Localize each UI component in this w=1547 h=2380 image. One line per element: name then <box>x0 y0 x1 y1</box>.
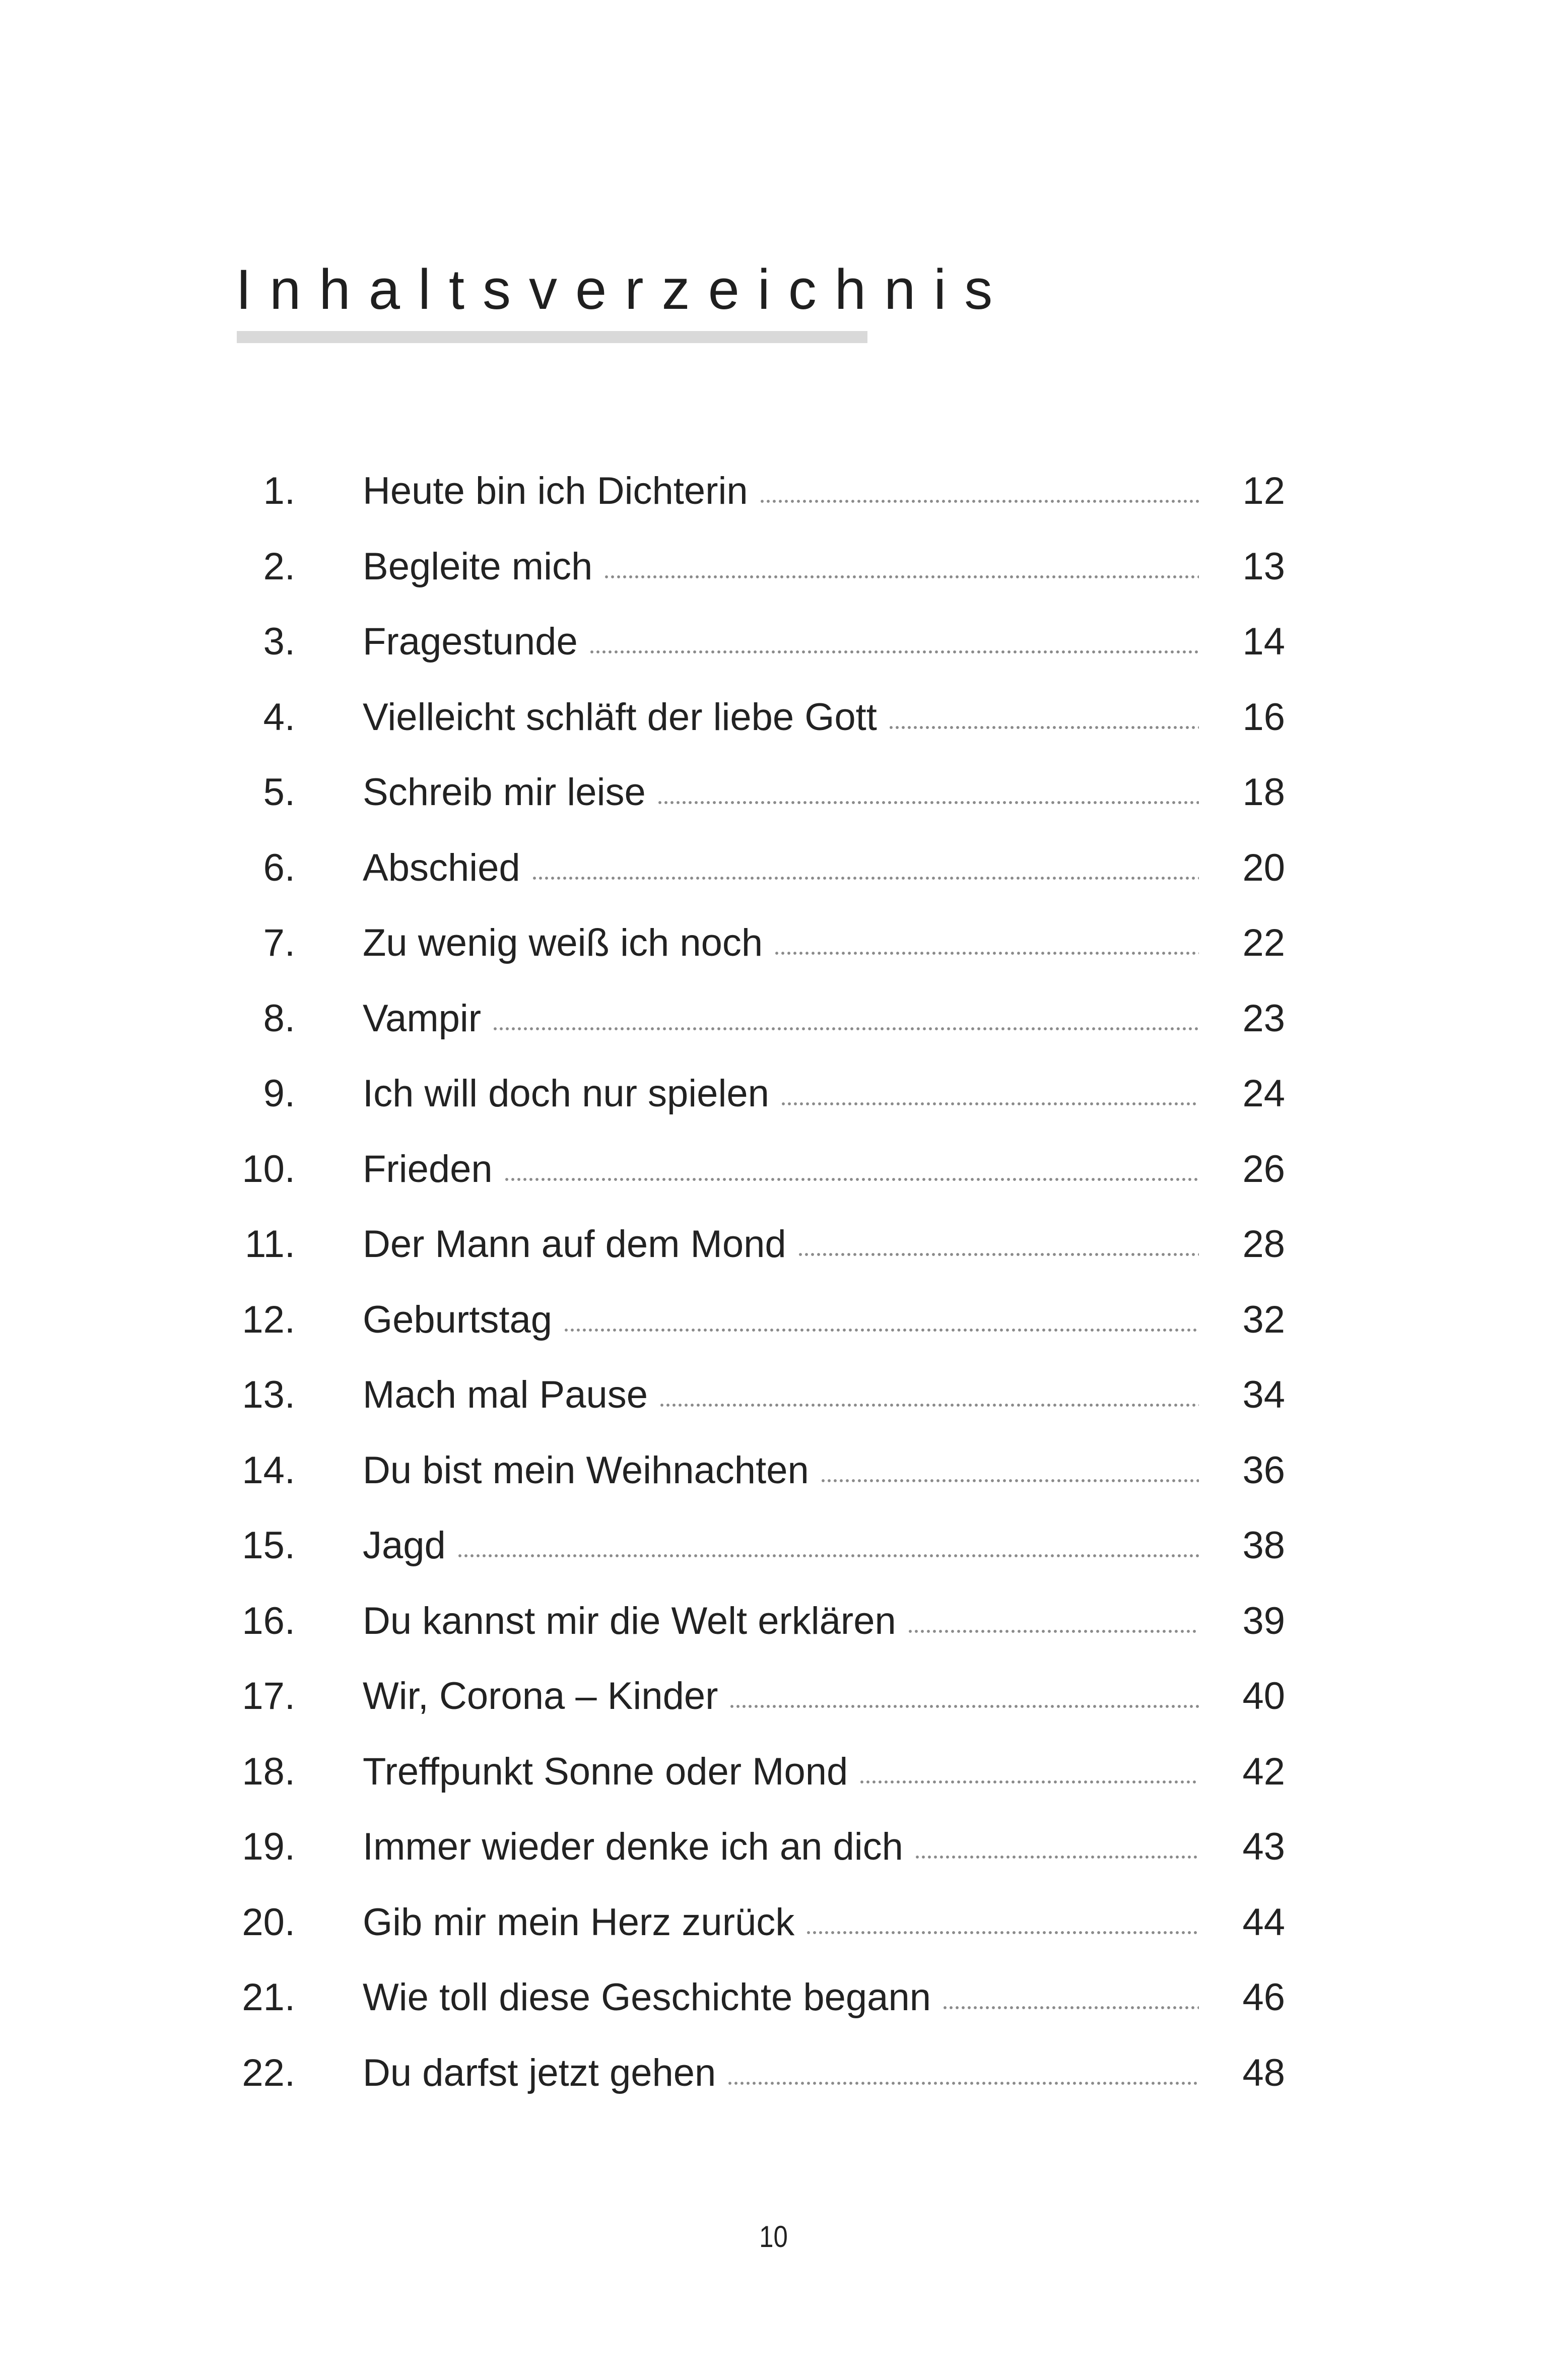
toc-entry-number: 10. <box>242 1147 295 1191</box>
toc-entry-number: 17. <box>242 1675 295 1717</box>
toc-entry-number: 13. <box>242 1373 295 1416</box>
toc-entry-title: Du kannst mir die Welt erklären <box>363 1599 896 1642</box>
dot-leader <box>504 1177 1199 1181</box>
toc-entry-number: 19. <box>242 1825 295 1868</box>
toc-entry-number: 6. <box>263 846 295 889</box>
toc-entry-number: 22. <box>242 2051 295 2094</box>
toc-entry-title: Wir, Corona – Kinder <box>363 1675 718 1717</box>
toc-entry[interactable] <box>0 1370 1547 1445</box>
toc-entry[interactable] <box>0 1822 1547 1897</box>
toc-entry[interactable] <box>0 1069 1547 1144</box>
toc-entry-page: 23 <box>1242 997 1285 1040</box>
toc-entry-title: Frieden <box>363 1147 493 1191</box>
toc-entry-title: Schreib mir leise <box>363 771 646 814</box>
dot-leader <box>603 575 1199 579</box>
toc-entry[interactable] <box>0 1144 1547 1220</box>
toc-entry[interactable] <box>0 767 1547 843</box>
dot-leader <box>659 1403 1199 1407</box>
toc-entry-page: 43 <box>1242 1825 1285 1868</box>
toc-entry-number: 11. <box>244 1223 295 1266</box>
toc-entry-number: 1. <box>263 470 295 512</box>
toc-entry-title: Jagd <box>363 1524 446 1567</box>
toc-entry-page: 39 <box>1242 1599 1285 1642</box>
toc-entry-number: 5. <box>263 771 295 814</box>
title-underline <box>237 331 867 343</box>
toc-entry-title: Vampir <box>363 997 482 1040</box>
dot-leader <box>492 1027 1199 1031</box>
toc-entry-page: 26 <box>1242 1147 1285 1191</box>
dot-leader <box>859 1780 1199 1784</box>
toc-entry[interactable] <box>0 1897 1547 1973</box>
toc-entry[interactable] <box>0 692 1547 768</box>
dot-leader <box>805 1931 1199 1935</box>
dot-leader <box>657 801 1199 805</box>
toc-entry[interactable] <box>0 1520 1547 1596</box>
page-number: 10 <box>759 2220 788 2254</box>
toc-entry-page: 36 <box>1242 1448 1285 1492</box>
toc-entry-title: Wie toll diese Geschichte begann <box>363 1976 931 2019</box>
toc-entry[interactable] <box>0 1671 1547 1747</box>
toc-entry-title: Zu wenig weiß ich noch <box>363 921 763 964</box>
toc-entry[interactable] <box>0 542 1547 617</box>
toc-entry-page: 24 <box>1242 1072 1285 1115</box>
dot-leader <box>780 1102 1199 1106</box>
toc-entry-page: 16 <box>1242 695 1285 739</box>
dot-leader <box>914 1855 1199 1859</box>
page-title: Inhaltsverzeichnis <box>236 258 1011 321</box>
dot-leader <box>457 1554 1199 1558</box>
toc-entry-title: Du darfst jetzt gehen <box>363 2051 716 2094</box>
dot-leader <box>774 951 1199 955</box>
toc-entry-page: 22 <box>1242 921 1285 964</box>
toc-entry-page: 40 <box>1242 1675 1285 1717</box>
toc-entry-page: 20 <box>1242 846 1285 889</box>
toc-entry[interactable] <box>0 1596 1547 1672</box>
table-of-contents <box>0 466 1547 2123</box>
dot-leader <box>888 725 1199 730</box>
toc-entry-page: 13 <box>1242 545 1285 588</box>
toc-entry-title: Treffpunkt Sonne oder Mond <box>363 1750 848 1793</box>
dot-leader <box>531 876 1199 880</box>
dot-leader <box>907 1629 1199 1633</box>
toc-entry[interactable] <box>0 1219 1547 1295</box>
toc-entry-title: Gib mir mein Herz zurück <box>363 1900 795 1944</box>
toc-entry-title: Vielleicht schläft der liebe Gott <box>363 695 877 739</box>
dot-leader <box>820 1479 1199 1483</box>
toc-entry-number: 4. <box>263 695 295 739</box>
toc-entry-number: 18. <box>242 1750 295 1793</box>
toc-entry[interactable] <box>0 2048 1547 2124</box>
toc-entry-number: 16. <box>242 1599 295 1642</box>
toc-entry-page: 28 <box>1242 1223 1285 1266</box>
dot-leader <box>942 2006 1199 2010</box>
toc-entry-page: 48 <box>1242 2051 1285 2094</box>
toc-entry-number: 9. <box>263 1072 295 1115</box>
toc-entry-page: 42 <box>1242 1750 1285 1793</box>
toc-entry[interactable] <box>0 1972 1547 2048</box>
toc-entry-title: Mach mal Pause <box>363 1373 648 1416</box>
toc-entry-page: 38 <box>1242 1524 1285 1567</box>
toc-entry-page: 34 <box>1242 1373 1285 1416</box>
toc-entry[interactable] <box>0 1445 1547 1521</box>
toc-entry-number: 15. <box>242 1524 295 1567</box>
toc-entry-number: 20. <box>242 1900 295 1944</box>
toc-entry-page: 12 <box>1242 470 1285 512</box>
toc-entry-number: 7. <box>263 921 295 964</box>
dot-leader <box>563 1328 1199 1332</box>
toc-entry-page: 14 <box>1242 620 1285 663</box>
dot-leader <box>759 499 1199 503</box>
toc-entry-number: 14. <box>242 1448 295 1492</box>
toc-entry-title: Abschied <box>363 846 520 889</box>
toc-entry[interactable] <box>0 1747 1547 1822</box>
toc-entry-title: Du bist mein Weihnachten <box>363 1448 809 1492</box>
toc-entry[interactable] <box>0 466 1547 542</box>
dot-leader <box>729 1704 1199 1708</box>
toc-entry-page: 18 <box>1242 771 1285 814</box>
toc-entry-number: 8. <box>263 997 295 1040</box>
toc-entry-page: 44 <box>1242 1900 1285 1944</box>
toc-entry[interactable] <box>0 1295 1547 1370</box>
dot-leader <box>727 2081 1199 2085</box>
toc-entry-title: Der Mann auf dem Mond <box>363 1223 786 1266</box>
toc-entry-title: Immer wieder denke ich an dich <box>363 1825 903 1868</box>
toc-entry-number: 3. <box>263 620 295 663</box>
toc-entry-title: Heute bin ich Dichterin <box>363 470 748 512</box>
toc-entry-number: 21. <box>242 1976 295 2019</box>
toc-entry-page: 32 <box>1242 1298 1285 1341</box>
toc-entry-page: 46 <box>1242 1976 1285 2019</box>
dot-leader <box>589 650 1199 654</box>
toc-entry-number: 12. <box>242 1298 295 1341</box>
toc-entry-title: Ich will doch nur spielen <box>363 1072 769 1115</box>
dot-leader <box>797 1252 1199 1257</box>
toc-entry[interactable] <box>0 918 1547 994</box>
toc-entry[interactable] <box>0 994 1547 1069</box>
toc-entry-number: 2. <box>263 545 295 588</box>
toc-entry-title: Fragestunde <box>363 620 578 663</box>
toc-entry-title: Begleite mich <box>363 545 593 588</box>
toc-entry-title: Geburtstag <box>363 1298 552 1341</box>
toc-entry[interactable] <box>0 843 1547 918</box>
toc-entry[interactable] <box>0 617 1547 692</box>
